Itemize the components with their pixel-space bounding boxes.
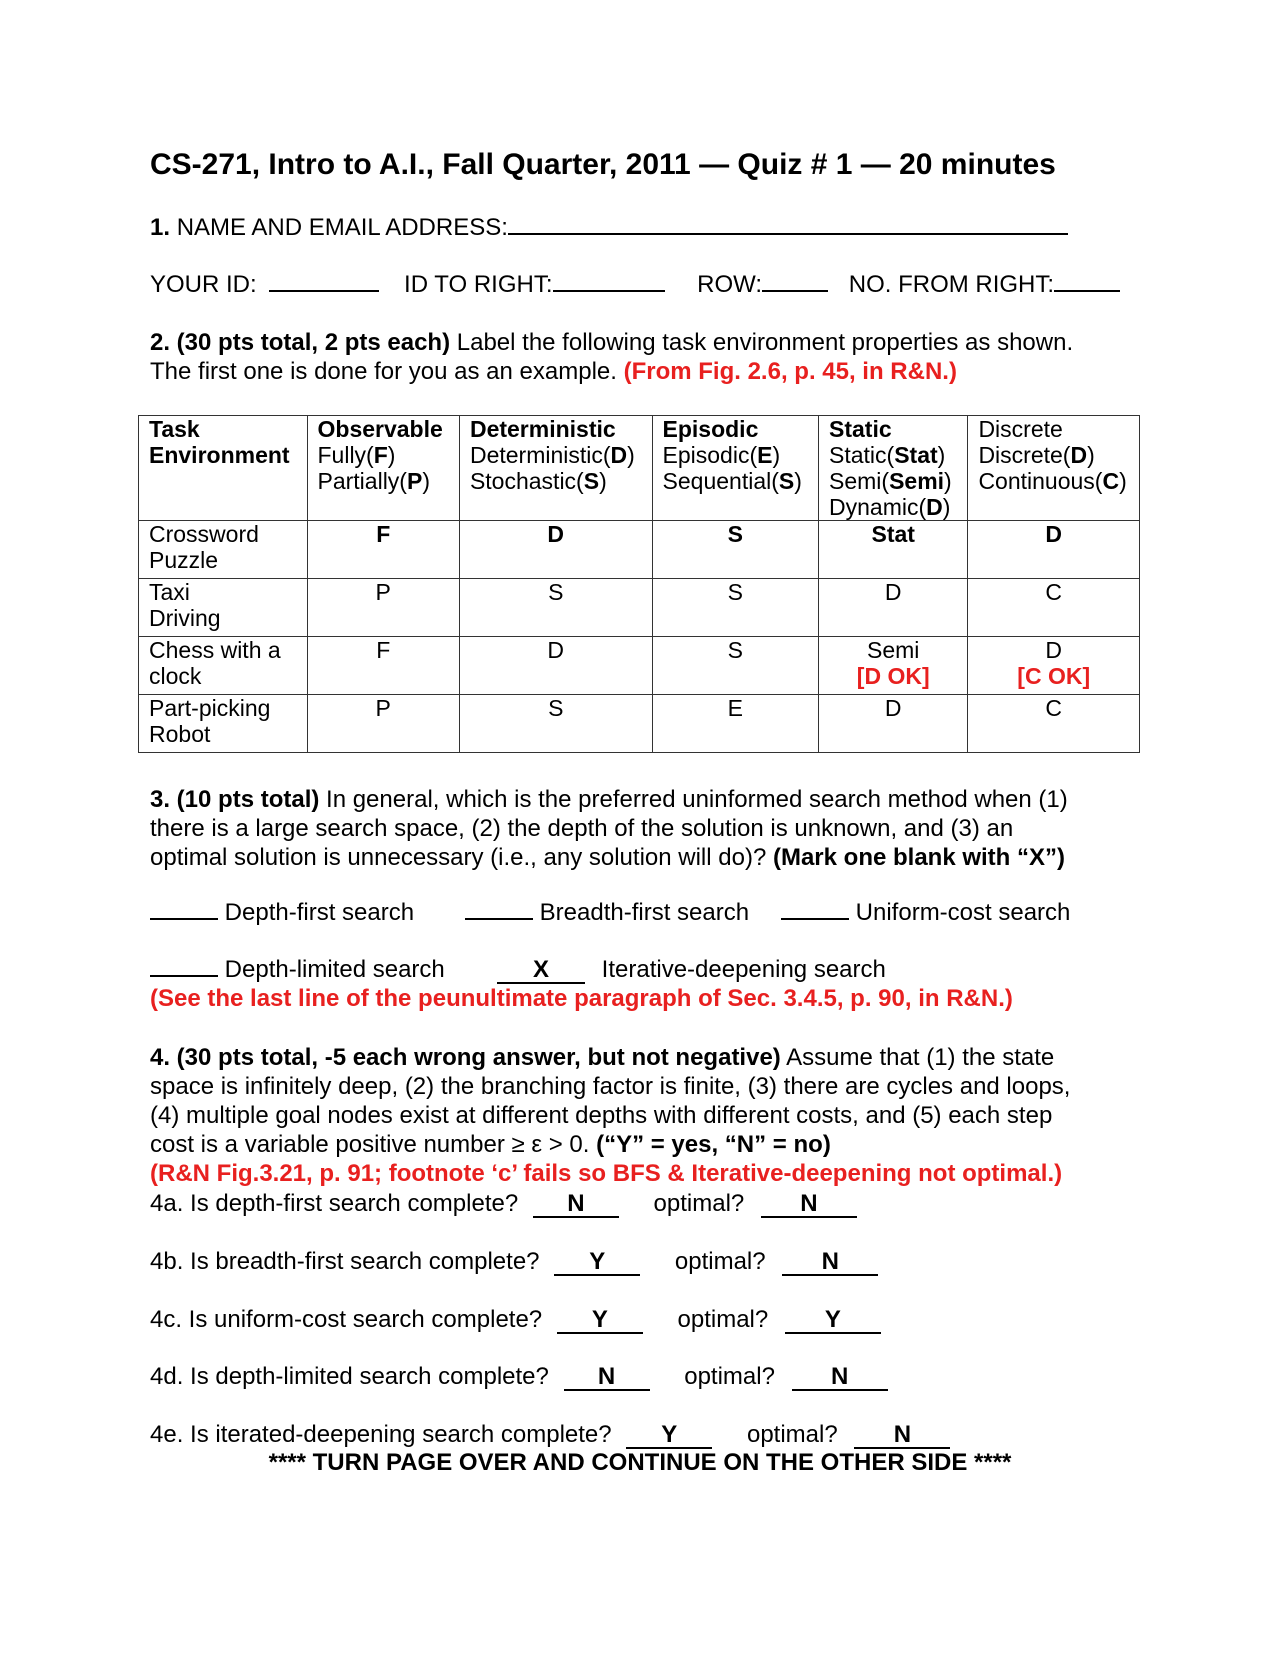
observable-cell: P bbox=[307, 695, 459, 753]
q1-id-line bbox=[150, 271, 1120, 299]
id-right-field[interactable] bbox=[553, 290, 665, 292]
observable-cell: F bbox=[307, 637, 459, 695]
q3-source-note: (See the last line of the peunultimate paragraph of Sec. 3.4.5, p. 90, in R&N.) bbox=[150, 985, 1013, 1012]
env-name-cell: Chess with a clock bbox=[139, 637, 308, 695]
table-row bbox=[139, 695, 1140, 753]
q4c-optimal-answer[interactable]: Y bbox=[785, 1307, 881, 1334]
header-observable: Observable Fully(F) Partially(P) bbox=[307, 416, 459, 521]
discrete-cell: D bbox=[968, 521, 1140, 579]
deterministic-cell: D bbox=[459, 521, 652, 579]
dls-blank[interactable] bbox=[150, 975, 218, 977]
static-cell: D bbox=[819, 695, 968, 753]
q4-source-note: (R&N Fig.3.21, p. 91; footnote ‘c’ fails so BFS & Iterative-deepening not optimal.) bbox=[150, 1160, 1063, 1187]
static-cell: Stat bbox=[819, 521, 968, 579]
ids-blank[interactable]: X bbox=[497, 957, 585, 984]
q4e-line: 4e. Is iterated-deepening search complete? Y optimal? N bbox=[150, 1421, 950, 1449]
turn-page-footer: **** TURN PAGE OVER AND CONTINUE ON THE OTHER SIDE **** bbox=[268, 1449, 1012, 1476]
q1-name-label: NAME AND EMAIL ADDRESS: bbox=[176, 214, 508, 241]
q4d-complete-answer[interactable]: N bbox=[564, 1364, 650, 1391]
ucs-blank[interactable] bbox=[781, 918, 849, 920]
table-row bbox=[139, 521, 1140, 579]
env-name-cell: Taxi Driving bbox=[139, 579, 308, 637]
q2-heading: 2. (30 pts total, 2 pts each) bbox=[150, 329, 451, 356]
id-right-label: ID TO RIGHT: bbox=[404, 271, 553, 298]
your-id-field[interactable] bbox=[269, 290, 379, 292]
q4b-line: 4b. Is breadth-first search complete? Y optimal? N bbox=[150, 1248, 878, 1276]
q4b-optimal-answer[interactable]: N bbox=[782, 1249, 878, 1276]
row-field[interactable] bbox=[762, 290, 828, 292]
no-from-right-field[interactable] bbox=[1054, 290, 1120, 292]
q4c-line: 4c. Is uniform-cost search complete? Y optimal? Y bbox=[150, 1306, 881, 1334]
header-deterministic: Deterministic Deterministic(D) Stochastic(S) bbox=[459, 416, 652, 521]
bfs-blank[interactable] bbox=[465, 918, 533, 920]
env-name-cell: Crossword Puzzle bbox=[139, 521, 308, 579]
q3-instruction: (Mark one blank with “X”) bbox=[772, 844, 1065, 871]
q1-number: 1. bbox=[150, 214, 171, 241]
discrete-cell: C bbox=[968, 579, 1140, 637]
table-row bbox=[139, 637, 1140, 695]
episodic-cell: S bbox=[652, 637, 818, 695]
your-id-label: YOUR ID: bbox=[150, 271, 257, 298]
q2-text-2: The first one is done for you as an example. bbox=[150, 358, 624, 385]
q4-heading: 4. (30 pts total, -5 each wrong answer, but not negative) bbox=[150, 1044, 781, 1071]
q4a-optimal-answer[interactable]: N bbox=[761, 1191, 857, 1218]
header-static: Static Static(Stat) Semi(Semi) Dynamic(D) bbox=[819, 416, 968, 521]
q4c-complete-answer[interactable]: Y bbox=[557, 1307, 643, 1334]
q3-option-ucs: Uniform-cost search bbox=[781, 899, 1070, 927]
q2-prompt bbox=[150, 328, 1073, 386]
q3-option-dfs: Depth-first search bbox=[150, 899, 414, 927]
q4d-line: 4d. Is depth-limited search complete? N optimal? N bbox=[150, 1363, 888, 1391]
table-header-row bbox=[139, 416, 1140, 521]
q3-option-dls: Depth-limited search bbox=[150, 956, 445, 984]
discrete-cell: C bbox=[968, 695, 1140, 753]
deterministic-cell: S bbox=[459, 579, 652, 637]
q4b-complete-answer[interactable]: Y bbox=[554, 1249, 640, 1276]
q4d-optimal-answer[interactable]: N bbox=[792, 1364, 888, 1391]
observable-cell: F bbox=[307, 521, 459, 579]
table-row bbox=[139, 579, 1140, 637]
q4e-optimal-answer[interactable]: N bbox=[854, 1422, 950, 1449]
header-episodic: Episodic Episodic(E) Sequential(S) bbox=[652, 416, 818, 521]
episodic-cell: S bbox=[652, 579, 818, 637]
task-environment-table bbox=[138, 415, 1140, 753]
q4-legend: (“Y” = yes, “N” = no) bbox=[596, 1131, 831, 1158]
q3-option-bfs: Breadth-first search bbox=[465, 899, 749, 927]
q2-text-1: Label the following task environment properties as shown. bbox=[450, 329, 1074, 356]
q4e-complete-answer[interactable]: Y bbox=[626, 1422, 712, 1449]
observable-cell: P bbox=[307, 579, 459, 637]
q2-source-note: (From Fig. 2.6, p. 45, in R&N.) bbox=[623, 358, 957, 385]
deterministic-cell: D bbox=[459, 637, 652, 695]
discrete-ok-note: [C OK] bbox=[1017, 663, 1091, 689]
env-name-cell: Part-picking Robot bbox=[139, 695, 308, 753]
row-label: ROW: bbox=[697, 271, 763, 298]
q3-heading: 3. (10 pts total) bbox=[150, 786, 320, 813]
static-cell: Semi [D OK] bbox=[819, 637, 968, 695]
q3-option-ids: X Iterative-deepening search bbox=[497, 956, 886, 984]
deterministic-cell: S bbox=[459, 695, 652, 753]
header-discrete: Discrete Discrete(D) Continuous(C) bbox=[968, 416, 1140, 521]
q4a-line: 4a. Is depth-first search complete? N optimal? N bbox=[150, 1190, 857, 1218]
dfs-blank[interactable] bbox=[150, 918, 218, 920]
page-title: CS-271, Intro to A.I., Fall Quarter, 2011 — Quiz # 1 — 20 minutes bbox=[150, 148, 1056, 181]
q3-prompt: 3. (10 pts total) In general, which is the preferred uninformed search method when (1) there is a large search space, (2) the depth of the solution is unknown, and (3) an optimal solution is unnecessary (i.e., any solution will do)? (Mark one blank with “X”) bbox=[150, 786, 1068, 871]
episodic-cell: E bbox=[652, 695, 818, 753]
q4-prompt: 4. (30 pts total, -5 each wrong answer, but not negative) Assume that (1) the state space is infinitely deep, (2) the branching factor is finite, (3) there are cycles and loops, (4) multiple goal nodes exist at different depths with different costs, and (5) each step cost is a variable positive number ≥ ε > 0. (“Y” = yes, “N” = no) (R&N Fig.3.21, p. 91; footnote ‘c’ fails so BFS & Iterative-deepening not optimal.) bbox=[150, 1044, 1071, 1187]
static-cell: D bbox=[819, 579, 968, 637]
header-task-environment: Task Environment bbox=[139, 416, 308, 521]
q1-name-line bbox=[150, 214, 1068, 242]
static-ok-note: [D OK] bbox=[856, 663, 930, 689]
no-from-right-label: NO. FROM RIGHT: bbox=[848, 271, 1055, 298]
name-email-field[interactable] bbox=[508, 233, 1068, 235]
q4a-complete-answer[interactable]: N bbox=[533, 1191, 619, 1218]
episodic-cell: S bbox=[652, 521, 818, 579]
discrete-cell: D [C OK] bbox=[968, 637, 1140, 695]
